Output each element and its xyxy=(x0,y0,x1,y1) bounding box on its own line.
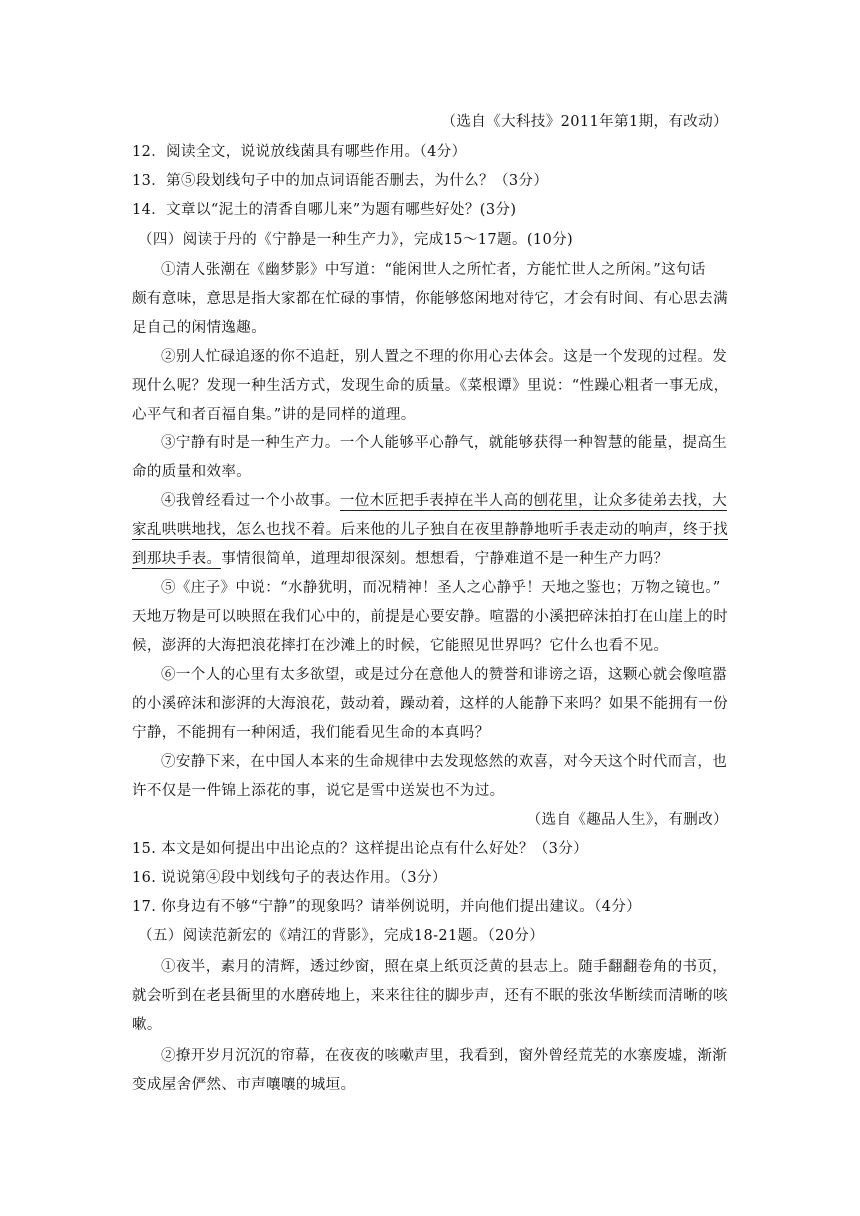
p1-line-3: 足自己的闲情逸趣。 xyxy=(132,320,267,336)
p1-line-1: ①清人张潮在《幽梦影》中写道：“能闲世人之所忙者，方能忙世人之所闲。”这句话 xyxy=(161,262,706,278)
s5-p2-line-1: ②撩开岁月沉沉的帘幕，在夜夜的咳嗽声里，我看到，窗外曾经荒芜的水寨废墟，渐渐 xyxy=(161,1048,728,1064)
p2-line-2: 现什么呢？发现一种生活方式，发现生命的质量。《菜根谭》里说：“性躁心粗者一事无成， xyxy=(132,378,729,394)
question-14: 14．文章以“泥土的清香自哪儿来”为题有哪些好处？(3分) xyxy=(132,202,517,218)
section-4-heading: （四）阅读于丹的《宁静是一种生产力》，完成15～17题。(10分) xyxy=(138,232,574,248)
p4-line-3 xyxy=(132,549,668,569)
question-15: 15. 本文是如何提出中出论点的？这样提出论点有什么好处？（3分） xyxy=(132,841,589,857)
p7-line-1: ⑦安静下来，在中国人本来的生命规律中去发现悠然的欢喜，对今天这个时代而言，也 xyxy=(161,754,728,770)
p6-line-1: ⑥一个人的心里有太多欲望，或是过分在意他人的赞誉和诽谤之语，这颗心就会像喧嚣 xyxy=(161,667,728,683)
section-5-heading: （五）阅读范新宏的《靖江的背影》，完成18-21题。（20分） xyxy=(138,928,545,944)
p4-line-1 xyxy=(161,491,727,511)
question-13: 13．第⑤段划线句子中的加点词语能否删去，为什么？（3分） xyxy=(132,173,549,189)
s5-p2-line-2: 变成屋舍俨然、市声嚷嚷的城垣。 xyxy=(132,1077,356,1093)
p4-line-2 xyxy=(132,520,728,540)
p5-line-3: 候，澎湃的大海把浪花摔打在沙滩上的时候，它能照见世界吗？它什么也看不见。 xyxy=(132,638,669,654)
p2-line-1: ②别人忙碌追逐的你不追赶，别人置之不理的你用心去体会。这是一个发现的过程。发 xyxy=(161,349,728,365)
question-16: 16. 说说第④段中划线句子的表达作用。（3分） xyxy=(132,870,447,886)
source-citation-top: （选自《大科技》2011年第1期，有改动） xyxy=(441,114,728,130)
p4-underlined-sentence-part-2: 家乱哄哄地找，怎么也找不着。后来他的儿子独自在夜里静静地听手表走动的响声，终于找 xyxy=(132,522,728,538)
s5-p1-line-1: ①夜半，素月的清辉，透过纱窗，照在桌上纸页泛黄的县志上。随手翻翻卷角的书页， xyxy=(161,959,728,975)
p5-line-2: 天地万物是可以映照在我们心中的，前提是心要安静。喧嚣的小溪把碎沫拍打在山崖上的时 xyxy=(132,609,728,625)
source-citation-mid: （选自《趣品人生》，有删改） xyxy=(526,812,728,828)
p4-line-3-rest: 事情很简单，道理却很深刻。想想看，宁静难道不是一种生产力吗？ xyxy=(221,551,669,567)
p3-line-2: 命的质量和效率。 xyxy=(132,464,252,480)
s5-p1-line-3: 嗽。 xyxy=(132,1017,162,1033)
p1-line-2: 颇有意味，意思是指大家都在忙碌的事情，你能够悠闲地对待它，才会有时间、有心思去满 xyxy=(132,291,728,307)
question-17: 17. 你身边有不够“宁静”的现象吗？请举例说明，并向他们提出建议。（4分） xyxy=(132,899,642,915)
p4-underlined-sentence-part-1: 一位木匠把手表掉在半人高的刨花里，让众多徒弟去找，大 xyxy=(339,493,728,509)
p6-line-3: 宁静，不能拥有一种闲适，我们能看见生命的本真吗？ xyxy=(132,725,490,741)
p3-line-1: ③宁静有时是一种生产力。一个人能够平心静气，就能够获得一种智慧的能量，提高生 xyxy=(161,435,728,451)
s5-p1-line-2: 就会听到在老县衙里的水磨砖地上，来来往往的脚步声，还有不眠的张汝华断续而清晰的咳 xyxy=(132,988,728,1004)
p4-underlined-sentence-part-3: 到那块手表。 xyxy=(132,551,222,567)
p2-line-3: 心平气和者百福自集。”讲的是同样的道理。 xyxy=(132,407,416,423)
p7-line-2: 许不仅是一件锦上添花的事，说它是雪中送炭也不为过。 xyxy=(132,783,505,799)
p6-line-2: 的小溪碎沫和澎湃的大海浪花，鼓动着，躁动着，这样的人能静下来吗？如果不能拥有一份 xyxy=(132,696,728,712)
p5-line-1: ⑤《庄子》中说：“水静犹明，而况精神！圣人之心静乎！天地之鉴也；万物之镜也。” xyxy=(161,580,721,596)
p4-line-1-prefix: ④我曾经看过一个小故事。 xyxy=(161,493,340,509)
question-12: 12．阅读全文，说说放线菌具有哪些作用。（4分） xyxy=(132,144,467,160)
